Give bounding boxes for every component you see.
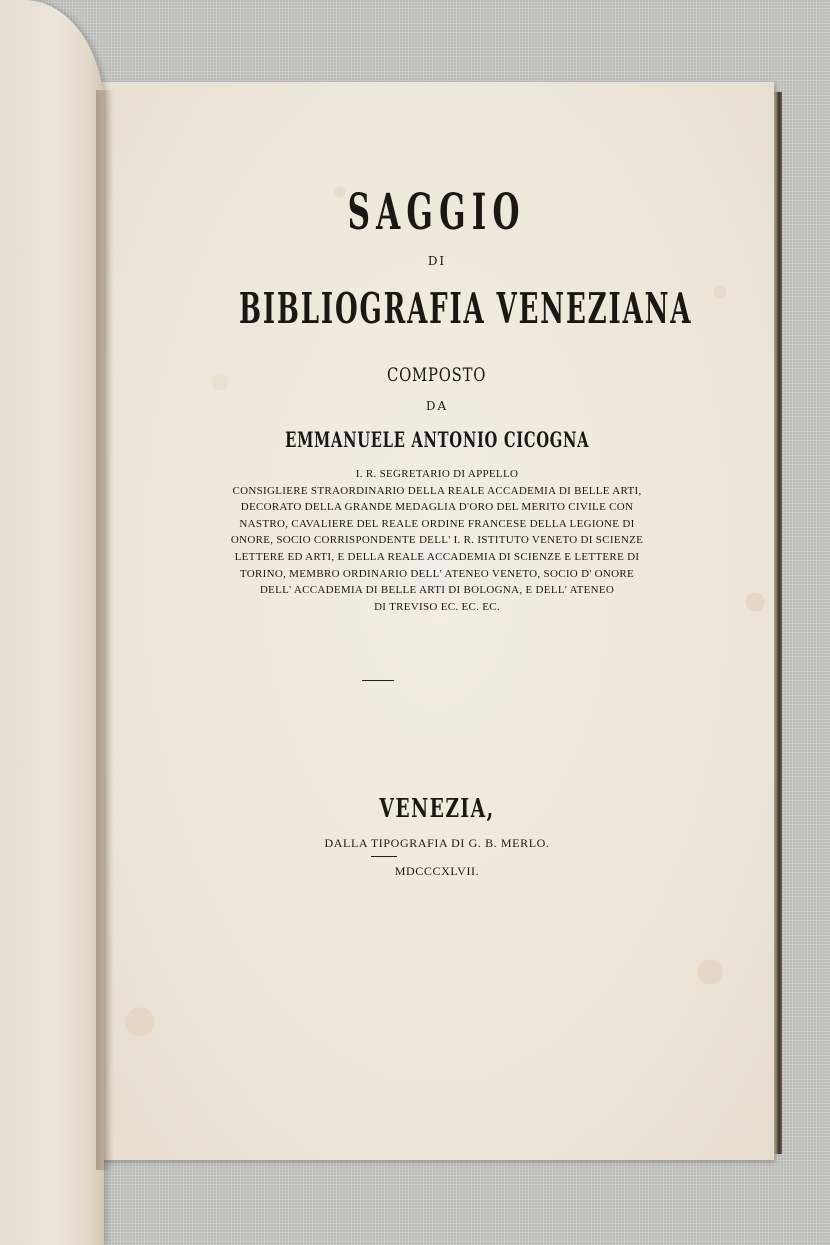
imprint-year: MDCCCXLVII. — [394, 864, 480, 878]
book-subtitle: BIBLIOGRAFIA VENEZIANA — [238, 284, 693, 333]
title-page — [100, 82, 774, 1160]
imprint-city: VENEZIA, — [379, 794, 495, 824]
credential-line: DELL' ACCADEMIA DI BELLE ARTI DI BOLOGNA, E DELL' ATENEO — [259, 584, 615, 597]
spine-shadow — [96, 90, 114, 1170]
credential-line: DI TREVISO EC. EC. EC. — [374, 600, 500, 613]
left-page — [0, 0, 104, 1245]
book-title: SAGGIO — [347, 182, 527, 241]
credential-line: CONSIGLIERE STRAORDINARIO DELLA REALE ACCADEMIA DI BELLE ARTI, — [232, 484, 642, 497]
composto-block — [100, 364, 774, 386]
book-subtitle-block — [100, 284, 774, 333]
credential-line: LETTERE ED ARTI, E DELLA REALE ACCADEMIA DI SCIENZE E LETTERE DI — [234, 550, 640, 563]
author-name: EMMANUELE ANTONIO CICOGNA — [284, 427, 590, 452]
credential-line: ONORE, SOCIO CORRISPONDENTE DELL' I. R. ISTITUTO VENETO DI SCIENZE — [230, 534, 644, 547]
connector-di: DI — [427, 254, 447, 268]
credential-line: TORINO, MEMBRO ORDINARIO DELL' ATENEO VENETO, SOCIO D' ONORE — [239, 567, 635, 580]
divider-rule — [362, 680, 394, 681]
book-title-block — [100, 182, 774, 241]
credential-line: NASTRO, CAVALIERE DEL REALE ORDINE FRANCESE DELLA LEGIONE DI — [239, 517, 635, 530]
author-block — [100, 427, 774, 452]
imprint-city-block — [100, 794, 774, 824]
credential-line: I. R. SEGRETARIO DI APPELLO — [355, 468, 519, 480]
connector-da: DA — [425, 399, 449, 413]
credential-line: DECORATO DELLA GRANDE MEDAGLIA D'ORO DEL MERITO CIVILE CON — [240, 501, 634, 514]
imprint-printer: DALLA TIPOGRAFIA DI G. B. MERLO. — [324, 836, 550, 850]
imprint-rule — [371, 856, 397, 857]
connector-da-block — [100, 399, 774, 413]
connector-di-block — [100, 254, 774, 268]
author-credentials — [100, 466, 774, 615]
composto-label: COMPOSTO — [387, 364, 487, 386]
